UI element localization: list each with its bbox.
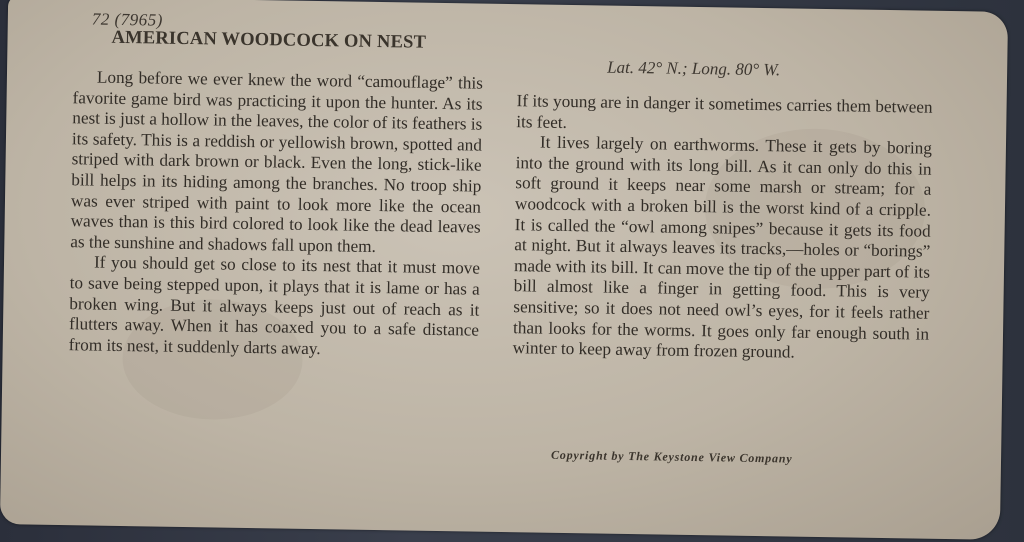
paragraph: Long before we ever knew the word “camouflage” this favorite game bird was practicing it upon the hunter. As its nest is just a hollow in the leaves, the color of its feathers is its safety. This is a reddish or yellowish brown, spotted and striped with dark brown or black. Even the long, stick-like bill helps in its hiding among the branches. No troop ship was ever striped with paint to look more like the ocean waves than is this bird colored to look like the dead leaves as the sunshine and shadows fall upon them. [70, 67, 484, 256]
copyright-notice: Copyright by The Keystone View Company [550, 447, 793, 466]
paragraph: It lives largely on earthworms. These it gets by boring into the ground with its long bill. As it can only do this in soft ground it keeps near some marsh or stream; for a woodcock with a broken bill is the worst kind of a cripple. It is called the “owl among snipes” because it gets its food at night. But it always leaves its tracks,—holes or “borings” made with its bill. It can move the tip of the upper part of its bill almost like a finger in getting food. This is very sensitive; so it does not need owl’s eyes, for it feels rather than looks for the worms. It goes only far enough south in winter to keep away from frozen ground. [512, 132, 933, 362]
paragraph: If you should get so close to its nest that it must move to save being stepped upon, it plays that it is lame or has a broken wing. But it always keeps just out of reach as it flutters away. When it has coaxed you to a safe distance from its nest, it suddenly darts away. [68, 252, 481, 358]
lat-long-label: Lat. 42° N.; Long. 80° W. [607, 57, 781, 80]
right-text-column [513, 91, 933, 365]
catalog-number: 72 (7965) [91, 9, 164, 30]
card-title: AMERICAN WOODCOCK ON NEST [111, 27, 427, 53]
paragraph: If its young are in danger it sometimes carries them between its feet. [516, 91, 933, 132]
left-text-column [69, 67, 483, 362]
